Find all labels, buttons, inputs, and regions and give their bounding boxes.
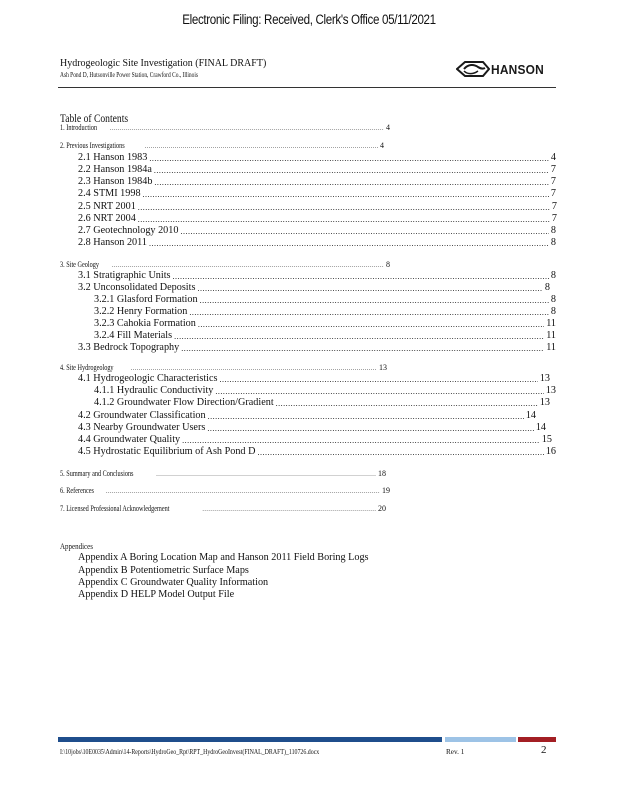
toc-entry[interactable] (78, 186, 556, 199)
toc-entry-page: 13 (539, 373, 550, 384)
toc-entry-label: 2.2 Hanson 1984a (78, 164, 152, 175)
toc-leader-dots (156, 472, 376, 478)
toc-leader-dots (143, 190, 549, 199)
toc-leader-dots (202, 507, 376, 513)
toc-entry-page: 13 (539, 397, 550, 408)
toc-entry-page: 8 (550, 294, 556, 305)
header-divider (58, 87, 556, 88)
hanson-logo-icon (456, 60, 490, 78)
toc-entry-label: 4.4 Groundwater Quality (78, 434, 181, 445)
toc-leader-dots (257, 448, 543, 457)
toc-entry-label: 2.5 NRT 2001 (78, 201, 136, 212)
toc-entry-label: 6. References (60, 486, 94, 495)
footer-page-number: 2 (541, 744, 547, 756)
appendix-item-b: Appendix B Potentiometric Surface Maps (78, 565, 249, 576)
footer-revision: Rev. 1 (446, 748, 465, 756)
hanson-logo-text: HANSON (491, 61, 544, 77)
toc-entry[interactable] (60, 482, 390, 495)
toc-entry-label: 3. Site Geology (60, 260, 99, 269)
toc-entry-page: 4 (550, 152, 556, 163)
toc-entry-page: 8 (550, 225, 556, 236)
toc-leader-dots (181, 344, 544, 353)
toc-entry-page: 11 (546, 330, 556, 341)
toc-entry-label: 2.8 Hanson 2011 (78, 237, 147, 248)
toc-entry-label: 3.2.3 Cahokia Formation (94, 318, 196, 329)
toc-heading: Table of Contents (60, 111, 129, 125)
toc-entry-page: 7 (550, 176, 556, 187)
toc-entry-page: 14 (525, 410, 536, 421)
toc-entry-label: 2.7 Geotechnology 2010 (78, 225, 179, 236)
toc-entry-label: 5. Summary and Conclusions (60, 469, 134, 478)
toc-entry-label: 3.2.2 Henry Formation (94, 306, 188, 317)
toc-entry-label: 4.1.1 Hydraulic Conductivity (94, 385, 214, 396)
toc-entry-page: 13 (379, 363, 387, 372)
toc-entry-label: 3.3 Bedrock Topography (78, 342, 180, 353)
toc-entry-page: 7 (551, 201, 557, 212)
footer-bar-blue (58, 737, 442, 742)
toc-entry-page: 14 (535, 422, 546, 433)
toc-entry[interactable] (78, 444, 556, 457)
toc-entry-label: 2. Previous Investigations (60, 141, 125, 150)
toc-entry[interactable] (60, 137, 384, 150)
toc-entry-label: 3.2 Unconsolidated Deposits (78, 282, 196, 293)
toc-entry-page: 19 (382, 486, 390, 495)
footer-bar-red (518, 737, 556, 742)
toc-entry-label: 4. Site Hydrogeology (60, 363, 114, 372)
toc-entry-label: 4.5 Hydrostatic Equilibrium of Ash Pond D (78, 446, 256, 457)
toc-entry-label: 4.1.2 Groundwater Flow Direction/Gradient (94, 397, 274, 408)
toc-leader-dots (106, 489, 380, 495)
toc-entry-page: 4 (386, 123, 390, 132)
appendix-item-a: Appendix A Boring Location Map and Hanson 2011 Field Boring Logs (78, 552, 369, 563)
toc-entry-label: 2.1 Hanson 1983 (78, 152, 148, 163)
toc-entry-page: 13 (545, 385, 556, 396)
appendix-item-d: Appendix D HELP Model Output File (78, 589, 235, 600)
toc-entry-page: 11 (546, 342, 556, 353)
toc-entry-page: 15 (541, 434, 552, 445)
toc-entry-label: 4.1 Hydrogeologic Characteristics (78, 373, 218, 384)
toc-entry-label: 3.1 Stratigraphic Units (78, 270, 171, 281)
toc-entry[interactable] (60, 500, 386, 513)
toc-entry-page: 7 (551, 213, 557, 224)
toc-leader-dots (110, 126, 384, 132)
toc-entry-page: 20 (378, 504, 386, 513)
toc-entry[interactable] (78, 340, 556, 353)
header-title: Hydrogeologic Site Investigation (FINAL DRAFT) (60, 58, 267, 69)
footer-color-bar (58, 737, 556, 742)
toc-entry-page: 4 (380, 141, 384, 150)
toc-entry[interactable] (60, 465, 386, 478)
footer-file-path: I:\10jobs\10E0035\Admin\14-Reports\HydroGeo_Rpt\RPT_HydroGeoInvest(FINAL_DRAFT)_110726.docx (60, 748, 320, 756)
appendices-heading: Appendices (60, 541, 93, 551)
electronic-filing-stamp: Electronic Filing: Received, Clerk's Office 05/11/2021 (182, 12, 436, 27)
toc-entry-page: 11 (546, 318, 556, 329)
toc-entry-label: 2.6 NRT 2004 (78, 213, 136, 224)
toc-entry-page: 8 (550, 237, 556, 248)
toc-entry-page: 16 (545, 446, 556, 457)
toc-entry-page: 8 (550, 306, 556, 317)
toc-leader-dots (276, 399, 538, 408)
toc-entry-label: 4.2 Groundwater Classification (78, 410, 206, 421)
toc-entry-label: 3.2.1 Glasford Formation (94, 294, 198, 305)
hanson-logo (456, 60, 549, 78)
toc-entry-label: 7. Licensed Professional Acknowledgement (60, 504, 170, 513)
appendix-item-c: Appendix C Groundwater Quality Information (78, 577, 269, 588)
toc-leader-dots (149, 239, 549, 248)
toc-entry-page: 18 (378, 469, 386, 478)
toc-entry-page: 7 (550, 188, 556, 199)
toc-entry-label: 4.3 Nearby Groundwater Users (78, 422, 206, 433)
toc-entry[interactable] (94, 395, 550, 408)
footer-bar-light-blue (445, 737, 516, 742)
toc-entry-page: 8 (544, 282, 550, 293)
toc-entry[interactable] (60, 119, 390, 132)
toc-entry-label: 3.2.4 Fill Materials (94, 330, 173, 341)
header-subtitle: Ash Pond D, Hutsonville Power Station, Crawford Co., Illinois (60, 71, 199, 79)
toc-entry-page: 7 (550, 164, 556, 175)
toc-entry-page: 8 (386, 260, 390, 269)
toc-entry-label: 2.3 Hanson 1984b (78, 176, 153, 187)
toc-entry-label: 1. Introduction (60, 123, 98, 132)
toc-entry[interactable] (78, 235, 556, 248)
toc-entry-page: 8 (550, 270, 556, 281)
toc-entry-label: 2.4 STMI 1998 (78, 188, 141, 199)
